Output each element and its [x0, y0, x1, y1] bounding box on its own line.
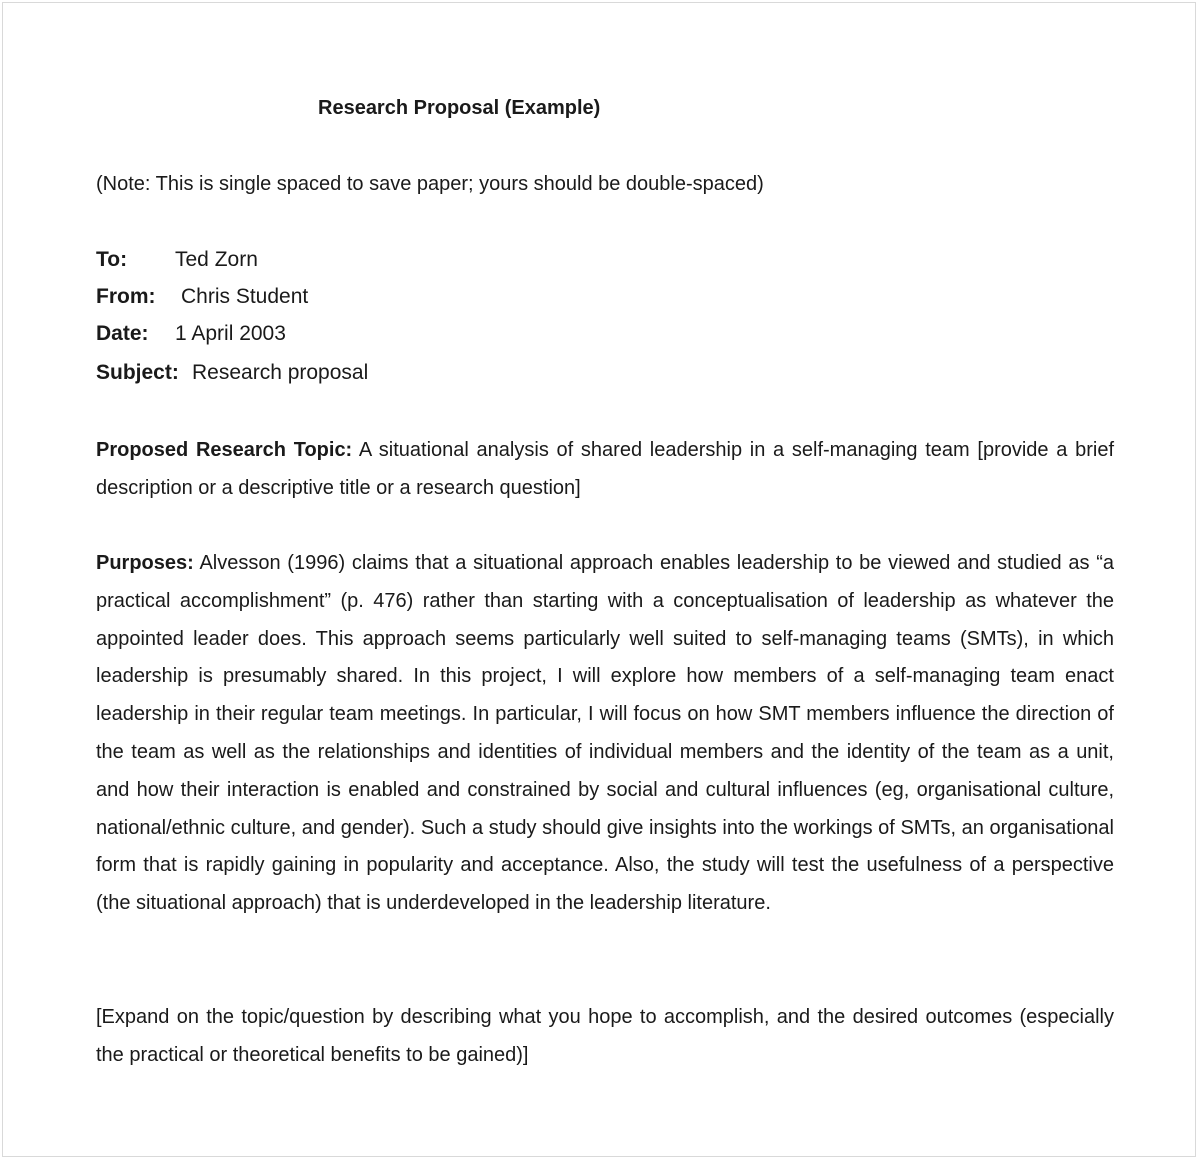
- document-page: [2, 2, 1196, 1157]
- memo-from-value: Chris Student: [181, 285, 309, 308]
- purposes-text: Alvesson (1996) claims that a situational approach enables leadership to be viewed and studied as “a practical accomplishment” (p. 476) rather than starting with a conceptualisation of leadership as whatever the appointed leader does. This approach seems particularly well suited to self-managing teams (SMTs), in which leadership is presumably shared. In this project, I will explore how members of a self-managing team enact leadership in their regular team meetings. In particular, I will focus on how SMT members influence the direction of the team as well as the relationships and identities of individual members and the identity of the team as a unit, and how their interaction is enabled and constrained by social and cultural influences (eg, organisational culture, national/ethnic culture, and gender). Such a study should give insights into the workings of SMTs, an organisational form that is rapidly gaining in popularity and acceptance. Also, the study will test the usefulness of a perspective (the situational approach) that is underdeveloped in the leadership literature.: [96, 552, 1115, 915]
- research-topic-text: A situational analysis of shared leadership in a self-managing team [provide a brief description or a descriptive title or a research question]: [96, 439, 1115, 499]
- memo-to-row: [96, 248, 258, 272]
- research-topic-paragraph: [96, 432, 1114, 508]
- purposes-label: Purposes:: [96, 552, 194, 574]
- memo-from-row: [96, 285, 308, 309]
- memo-from-label: From:: [96, 285, 156, 308]
- memo-subject-value: Research proposal: [192, 361, 369, 384]
- memo-to-value: Ted Zorn: [175, 248, 258, 271]
- expand-instruction-text: [Expand on the topic/question by describing what you hope to accomplish, and the desired outcomes (especially the practical or theoretical benefits to be gained)]: [96, 1006, 1114, 1066]
- memo-subject-row: [96, 361, 368, 385]
- memo-date-label: Date:: [96, 322, 149, 345]
- memo-to-label: To:: [96, 248, 128, 271]
- research-topic-label: Proposed Research Topic:: [96, 439, 353, 461]
- document-title: Research Proposal (Example): [318, 97, 601, 119]
- memo-date-row: [96, 322, 286, 346]
- memo-subject-label: Subject:: [96, 361, 179, 384]
- expand-instruction-paragraph: [96, 999, 1114, 1075]
- memo-date-value: 1 April 2003: [175, 322, 286, 345]
- purposes-paragraph: [96, 545, 1114, 923]
- spacing-note: (Note: This is single spaced to save paper; yours should be double-spaced): [96, 173, 764, 195]
